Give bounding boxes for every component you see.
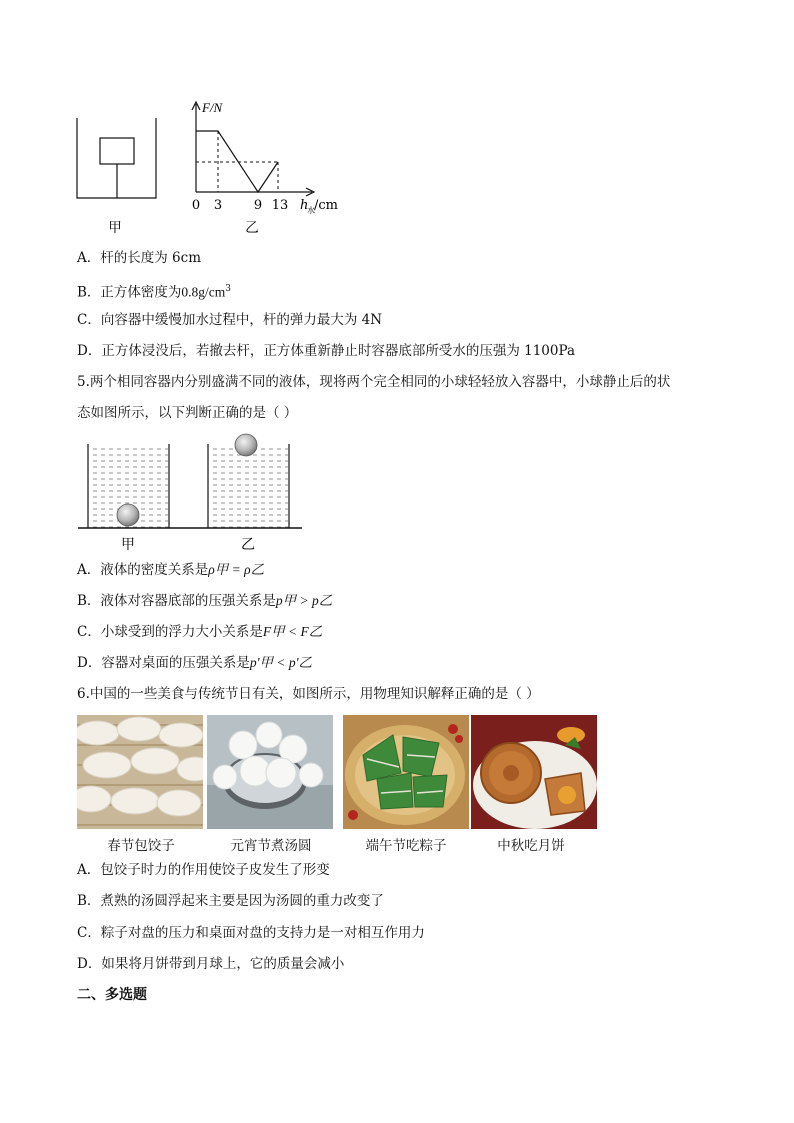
ball-yi [235, 434, 257, 456]
q4-option-c: C．向容器中缓慢加水过程中，杆的弹力最大为 4N [77, 312, 383, 328]
x-axis-label-sub: 水 [307, 206, 315, 215]
fig-q5-label-jia: 甲 [121, 536, 135, 552]
container-q5-yi [208, 434, 289, 528]
ball-jia [117, 504, 139, 526]
graph-yi-guides [196, 131, 278, 192]
caption-zongzi: 端午节吃粽子 [365, 838, 447, 854]
photo-mooncake [471, 715, 597, 829]
figure-q4 [70, 96, 360, 238]
caption-tangyuan: 元宵节煮汤圆 [230, 838, 312, 854]
q5-option-a-expr: ρ甲 = ρ乙 [208, 562, 265, 577]
section-title: 二、多选题 [77, 987, 147, 1003]
fig-q5-label-yi: 乙 [241, 536, 255, 552]
tick-3: 3 [213, 198, 223, 213]
x-axis-label-h: h [300, 198, 309, 213]
q5-option-c [77, 623, 322, 641]
q6-option-c: C．粽子对盘的压力和桌面对盘的支持力是一对相互作用力 [77, 925, 425, 941]
q5-option-d-prefix: D．容器对桌面的压强关系是 [77, 655, 250, 671]
q5-stem-line1: 5.两个相同容器内分别盛满不同的液体，现将两个完全相同的小球轻轻放入容器中，小球静止后的状 [77, 374, 671, 390]
figure-q5 [76, 428, 306, 554]
tick-13: 13 [271, 198, 289, 213]
tick-9: 9 [253, 198, 263, 213]
q5-option-b-expr: p甲 > p乙 [275, 593, 333, 608]
x-axis-label-unit: /cm [314, 198, 338, 213]
q5-option-a [77, 561, 264, 579]
label-jia: 甲 [108, 220, 122, 235]
q4-option-d: D．正方体浸没后，若撤去杆，正方体重新静止时容器底部所受水的压强为 1100Pa [77, 343, 575, 359]
q5-option-a-prefix: A．液体的密度关系是 [77, 562, 209, 578]
caption-mooncake: 中秋吃月饼 [497, 838, 565, 854]
q5-option-d [77, 654, 312, 672]
photo-zongzi [343, 715, 469, 829]
q4-option-b-prefix: B．正方体密度为 [77, 284, 182, 301]
q6-option-a: A．包饺子时力的作用使饺子皮发生了形变 [77, 862, 330, 878]
tick-0: 0 [191, 198, 201, 213]
label-yi: 乙 [245, 220, 259, 235]
q5-option-c-expr: F甲 < F乙 [262, 624, 323, 639]
q6-option-d: D．如果将月饼带到月球上，它的质量会减小 [77, 956, 345, 972]
q5-option-b-prefix: B．液体对容器底部的压强关系是 [77, 593, 276, 609]
q5-stem-line2: 态如图所示，以下判断正确的是（ ） [77, 405, 298, 421]
q5-option-d-expr: p'甲 < p'乙 [249, 655, 312, 670]
q5-option-b [77, 592, 332, 610]
container-jia [77, 118, 156, 198]
q5-option-c-prefix: C．小球受到的浮力大小关系是 [77, 624, 263, 640]
q4-option-a: A．杆的长度为 6cm [77, 250, 201, 266]
q4-option-b-sup: 3 [225, 284, 232, 294]
photo-dumplings [77, 715, 203, 829]
q4-option-b-value: 0.8g/cm [181, 284, 226, 300]
q4-option-b [77, 280, 231, 302]
graph-yi-axes [192, 102, 314, 196]
caption-dumplings: 春节包饺子 [107, 838, 175, 854]
container-q5-jia [88, 444, 169, 528]
photo-tangyuan [207, 715, 333, 829]
q6-option-b: B．煮熟的汤圆浮起来主要是因为汤圆的重力改变了 [77, 893, 384, 909]
q6-stem: 6.中国的一些美食与传统节日有关，如图所示，用物理知识解释正确的是（ ） [77, 686, 540, 702]
y-axis-label: F/N [202, 100, 223, 115]
